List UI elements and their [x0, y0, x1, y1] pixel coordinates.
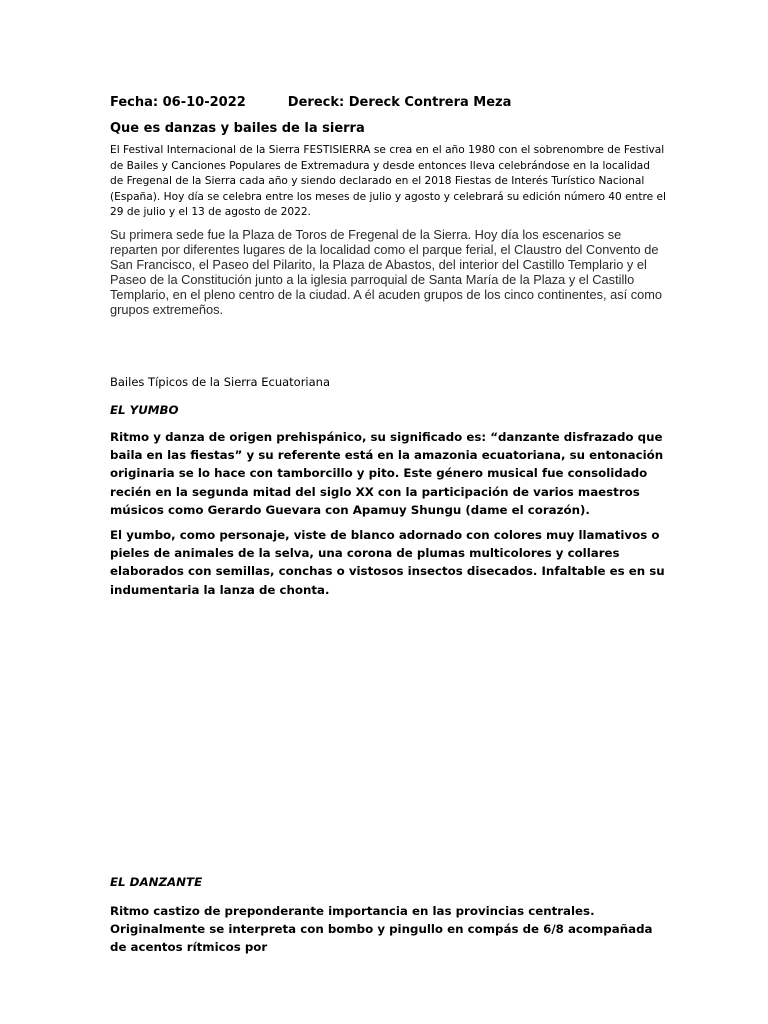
- section-heading-bailes: Bailes Típicos de la Sierra Ecuatoriana: [110, 375, 330, 389]
- yumbo-paragraph-1: Ritmo y danza de origen prehispánico, su significado es: “danzante disfrazado que baila en las fiestas” y su referente está en la amazonia ecuatoriana, su entonación originaria se lo hace con tamborcillo y pito. Este género musical fue consolidado recién en la segunda mitad del siglo XX con la participación de varios maestros músicos como Gerardo Guevara con Apamuy Shungu (dame el corazón).: [110, 430, 664, 517]
- subheading-yumbo: EL YUMBO: [110, 403, 179, 417]
- document-title: Que es danzas y bailes de la sierra: [110, 121, 365, 136]
- date-label: Fecha: 06-10-2022: [110, 95, 246, 110]
- intro-paragraph-2: Su primera sede fue la Plaza de Toros de Fregenal de la Sierra. Hoy día los escenarios se reparten por diferentes lugares de la localidad como el parque ferial, el Claustro del Convento de San Francisco, el Paseo del Pilarito, la Plaza de Abastos, del interior del Castillo Templario y el Paseo de la Constitución junto a la iglesia parroquial de Santa María de la Plaza y el Castillo Templario, en el pleno centro de la ciudad. A él acuden grupos de los cinco continentes, así como grupos extremeños.: [110, 227, 663, 317]
- author-label: Dereck: Dereck Contrera Meza: [287, 95, 512, 110]
- subheading-danzante: EL DANZANTE: [110, 875, 203, 889]
- intro-paragraph-1: El Festival Internacional de la Sierra FESTISIERRA se crea en el año 1980 con el sobrenombre de Festival de Bailes y Canciones Populares de Extremadura y desde entonces lleva celebrándose en la localidad de Fregenal de la Sierra cada año y siendo declarado en el 2018 Fiestas de Interés Turístico Nacional (España). Hoy día se celebra entre los meses de julio y agosto y celebrará su edición número 40 entre el 29 de julio y el 13 de agosto de 2022.: [110, 144, 667, 219]
- danzante-paragraph-1: Ritmo castizo de preponderante importancia en las provincias centrales. Originalmente se interpreta con bombo y pingullo en compás de 6/8 acompañada de acentos rítmicos por: [110, 904, 653, 955]
- header-line: [110, 94, 666, 112]
- yumbo-paragraph-2: El yumbo, como personaje, viste de blanco adornado con colores muy llamativos o pieles de animales de la selva, una corona de plumas multicolores y collares elaborados con semillas, conchas o vistosos insectos disecados. Infaltable es en su indumentaria la lanza de chonta.: [110, 528, 665, 597]
